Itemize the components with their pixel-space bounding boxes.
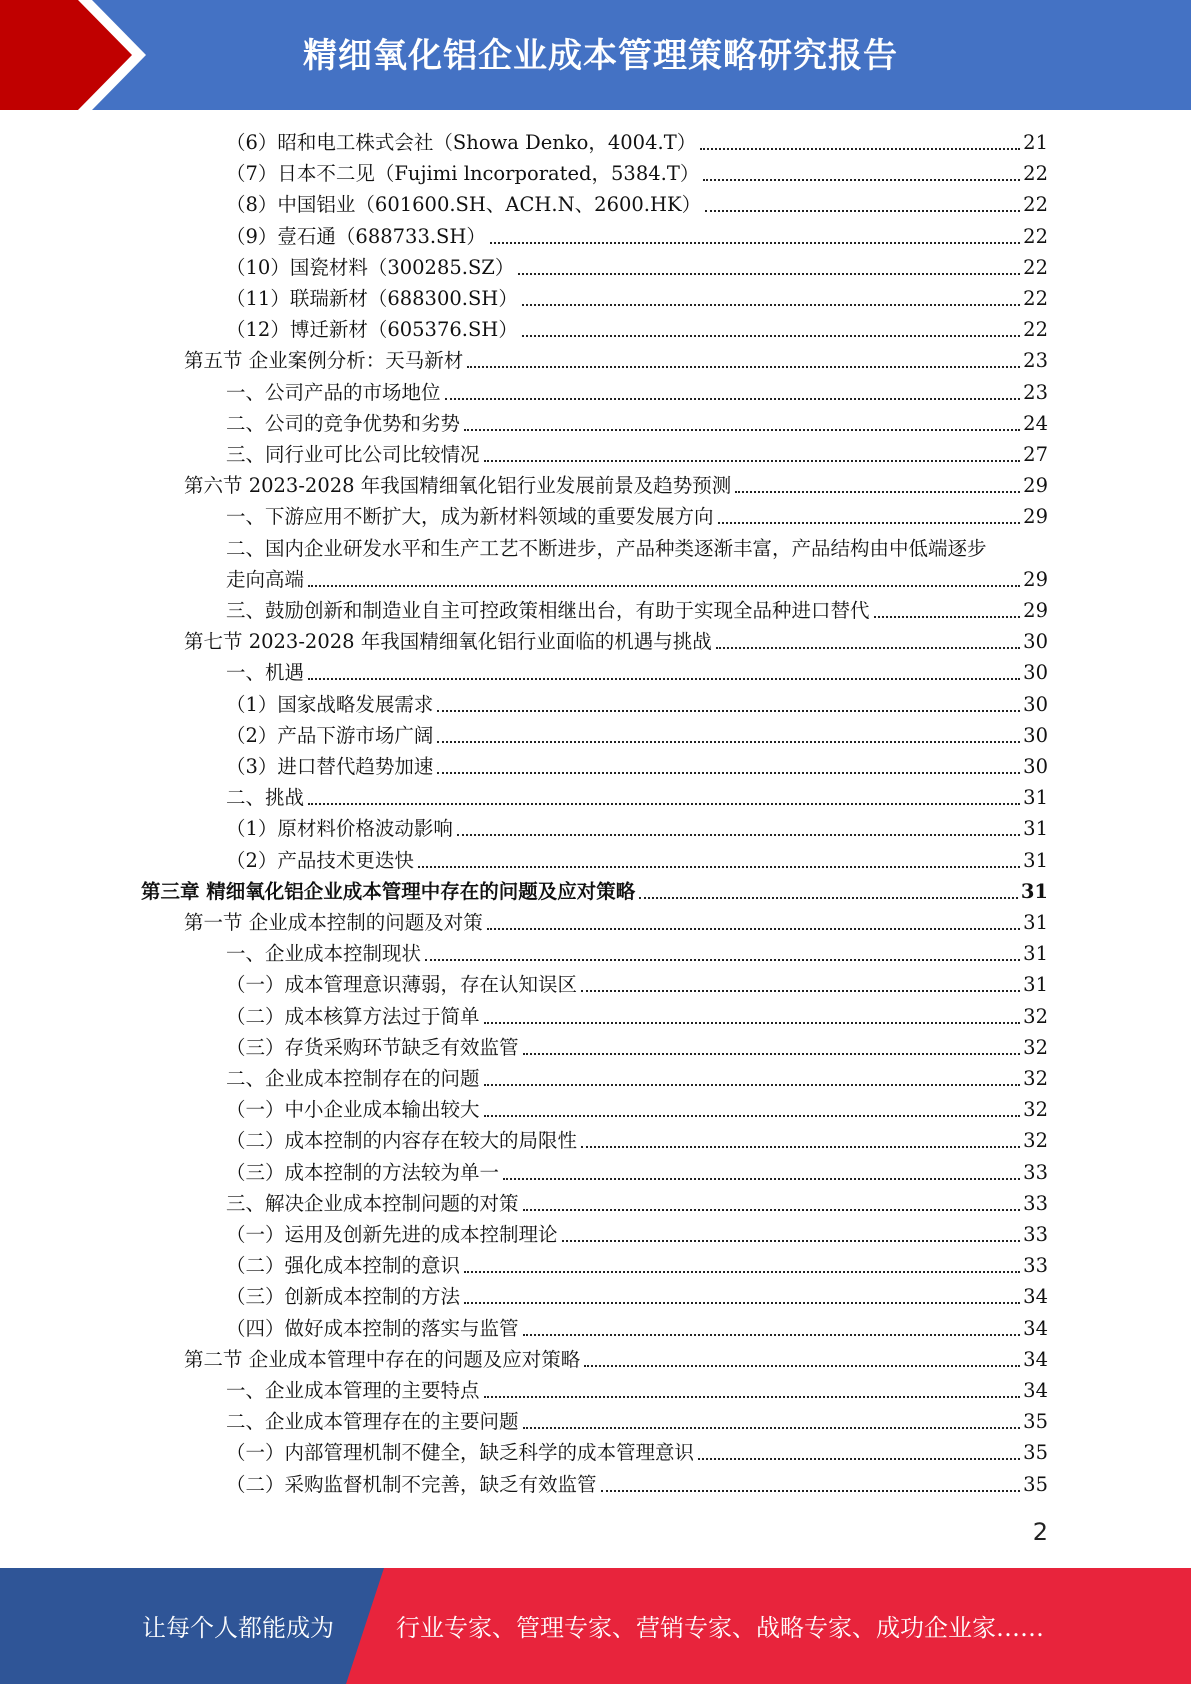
dot-leader bbox=[735, 491, 1020, 493]
dot-leader bbox=[518, 273, 1020, 275]
toc-page-number: 29 bbox=[1023, 505, 1048, 529]
toc-entry[interactable] bbox=[226, 1189, 1048, 1219]
dot-leader bbox=[308, 678, 1020, 680]
toc-entry[interactable] bbox=[226, 1126, 1048, 1156]
dot-leader bbox=[437, 710, 1020, 712]
dot-leader bbox=[425, 959, 1020, 961]
toc-page-number: 33 bbox=[1023, 1160, 1048, 1184]
dot-leader bbox=[437, 741, 1020, 743]
toc-entry[interactable] bbox=[141, 877, 1048, 907]
toc-page-number: 32 bbox=[1023, 1129, 1048, 1153]
toc-entry-label: 三、鼓励创新和制造业自主可控政策相继出台，有助于实现全品种进口替代 bbox=[226, 599, 870, 622]
toc-entry[interactable] bbox=[226, 596, 1048, 626]
toc-entry-label: （一）运用及创新先进的成本控制理论 bbox=[226, 1223, 558, 1246]
toc-entry-label: （3）进口替代趋势加速 bbox=[226, 755, 434, 778]
toc-entry-label: （11）联瑞新材（688300.SH） bbox=[226, 287, 518, 310]
toc-entry[interactable] bbox=[226, 783, 1048, 813]
toc-entry-label: 第六节 2023-2028 年我国精细氧化铝行业发展前景及趋势预测 bbox=[184, 474, 732, 498]
page-number: 2 bbox=[1032, 1518, 1048, 1546]
toc-entry[interactable] bbox=[226, 1438, 1048, 1468]
dot-leader bbox=[523, 1334, 1021, 1336]
toc-page-number: 30 bbox=[1023, 661, 1048, 685]
toc-page-number: 35 bbox=[1023, 1472, 1048, 1496]
dot-leader bbox=[581, 990, 1020, 992]
toc-page-number: 22 bbox=[1023, 224, 1048, 248]
dot-leader bbox=[467, 366, 1020, 368]
toc-page-number: 34 bbox=[1023, 1316, 1048, 1340]
dot-leader bbox=[700, 148, 1020, 150]
toc-entry-label[interactable]: 二、国内企业研发水平和生产工艺不断进步，产品种类逐渐丰富，产品结构由中低端逐步 bbox=[226, 536, 987, 560]
footer-slogan-right: 行业专家、管理专家、营销专家、战略专家、成功企业家…… bbox=[396, 1614, 1044, 1642]
toc-entry-label: （6）昭和电工株式会社（Showa Denko，4004.T） bbox=[226, 131, 697, 154]
toc-page-number: 31 bbox=[1023, 817, 1048, 841]
dot-leader bbox=[716, 647, 1020, 649]
toc-entry[interactable] bbox=[226, 1407, 1048, 1437]
toc-entry-label: 一、企业成本控制现状 bbox=[226, 942, 422, 966]
toc-entry[interactable] bbox=[226, 1158, 1048, 1188]
toc-page-number: 30 bbox=[1023, 723, 1048, 747]
toc-page-number: 30 bbox=[1023, 630, 1048, 654]
dot-leader bbox=[562, 1240, 1021, 1242]
toc-entry[interactable] bbox=[226, 284, 1048, 314]
toc-entry-label: 二、挑战 bbox=[226, 786, 305, 810]
toc-entry-label: 第五节 企业案例分析：天马新材 bbox=[184, 349, 464, 373]
toc-entry-label: （1）原材料价格波动影响 bbox=[226, 817, 453, 841]
toc-page-number: 22 bbox=[1023, 287, 1048, 310]
toc-page-number: 29 bbox=[1023, 567, 1048, 591]
dot-leader bbox=[523, 1427, 1021, 1429]
dot-leader bbox=[484, 1084, 1021, 1086]
toc-entry[interactable] bbox=[226, 1220, 1048, 1250]
toc-page-number: 29 bbox=[1023, 474, 1048, 498]
toc-entry-label: （7）日本不二见（Fujimi lncorporated，5384.T） bbox=[226, 162, 700, 186]
toc-entry[interactable] bbox=[226, 409, 1048, 439]
dot-leader bbox=[464, 429, 1020, 431]
toc-page-number: 32 bbox=[1023, 1098, 1048, 1122]
toc-entry-label: 一、公司产品的市场地位 bbox=[226, 380, 441, 404]
toc-entry[interactable] bbox=[226, 1314, 1048, 1344]
toc-entry[interactable] bbox=[226, 690, 1048, 720]
toc-entry[interactable] bbox=[184, 471, 1048, 501]
toc-entry-label: （10）国瓷材料（300285.SZ） bbox=[226, 255, 515, 279]
toc-entry[interactable] bbox=[226, 128, 1048, 158]
dot-leader bbox=[437, 772, 1020, 774]
toc-page-number: 33 bbox=[1023, 1254, 1048, 1278]
toc-page-number: 31 bbox=[1023, 786, 1048, 810]
toc-page-number: 34 bbox=[1023, 1347, 1048, 1371]
toc-page-number: 32 bbox=[1023, 1004, 1048, 1028]
toc-page-number: 33 bbox=[1023, 1191, 1048, 1215]
toc-entry[interactable] bbox=[226, 1095, 1048, 1125]
dot-leader bbox=[601, 1490, 1021, 1492]
dot-leader bbox=[718, 522, 1021, 524]
dot-leader bbox=[464, 1271, 1020, 1273]
toc-page-number: 31 bbox=[1023, 942, 1048, 966]
toc-page-number: 32 bbox=[1023, 1035, 1048, 1059]
toc-entry[interactable] bbox=[226, 378, 1048, 408]
toc-entry-label: （12）博迁新材（605376.SH） bbox=[226, 318, 518, 342]
toc-entry[interactable] bbox=[184, 346, 1048, 376]
page-footer bbox=[0, 1568, 1191, 1684]
toc-entry-label: 二、公司的竞争优势和劣势 bbox=[226, 411, 461, 435]
toc-page-number: 35 bbox=[1023, 1410, 1048, 1434]
toc-entry[interactable] bbox=[226, 846, 1048, 876]
toc-page-number: 21 bbox=[1023, 131, 1048, 154]
toc-entry[interactable] bbox=[226, 721, 1048, 751]
toc-entry-label: （9）壹石通（688733.SH） bbox=[226, 224, 486, 248]
toc-entry-label: （一）内部管理机制不健全，缺乏科学的成本管理意识 bbox=[226, 1441, 695, 1465]
toc-entry-label: 一、机遇 bbox=[226, 661, 305, 685]
toc-entry[interactable] bbox=[226, 814, 1048, 844]
toc-page-number: 30 bbox=[1023, 755, 1048, 778]
toc-entry-label: （8）中国铝业（601600.SH、ACH.N、2600.HK） bbox=[226, 193, 702, 217]
toc-entry-label: （一）成本管理意识薄弱，存在认知误区 bbox=[226, 973, 578, 997]
toc-page-number: 29 bbox=[1023, 599, 1048, 622]
dot-leader bbox=[581, 1146, 1020, 1148]
toc-entry-label: （一）中小企业成本输出较大 bbox=[226, 1098, 480, 1122]
toc-entry-label: 二、企业成本管理存在的主要问题 bbox=[226, 1410, 519, 1434]
toc-entry-label: （2）产品技术更迭快 bbox=[226, 848, 414, 872]
dot-leader bbox=[490, 242, 1020, 244]
toc-entry-label: （三）成本控制的方法较为单一 bbox=[226, 1160, 500, 1184]
toc-page-number: 22 bbox=[1023, 162, 1048, 186]
toc-entry-label: （二）成本控制的内容存在较大的局限性 bbox=[226, 1129, 578, 1153]
toc-entry-label: （四）做好成本控制的落实与监管 bbox=[226, 1316, 519, 1340]
toc-page-number: 23 bbox=[1023, 349, 1048, 373]
dot-leader bbox=[484, 1115, 1021, 1117]
dot-leader bbox=[523, 1053, 1021, 1055]
toc-entry[interactable] bbox=[226, 253, 1048, 283]
dot-leader bbox=[308, 803, 1020, 805]
toc-page-number: 31 bbox=[1023, 911, 1048, 934]
toc-entry[interactable] bbox=[226, 1002, 1048, 1032]
toc-page-number: 32 bbox=[1023, 1067, 1048, 1090]
dot-leader bbox=[874, 616, 1021, 618]
toc-entry[interactable] bbox=[226, 440, 1048, 470]
dot-leader bbox=[703, 179, 1020, 181]
dot-leader bbox=[522, 304, 1020, 306]
toc-entry-label: 二、企业成本控制存在的问题 bbox=[226, 1067, 480, 1090]
toc-entry[interactable] bbox=[226, 1033, 1048, 1063]
toc-page-number: 31 bbox=[1020, 879, 1048, 903]
toc-entry-label: 一、企业成本管理的主要特点 bbox=[226, 1379, 480, 1402]
toc-entry-label: （二）成本核算方法过于简单 bbox=[226, 1004, 480, 1028]
toc-page-number: 27 bbox=[1023, 443, 1048, 466]
toc-entry-label: （二）强化成本控制的意识 bbox=[226, 1254, 461, 1278]
page-header bbox=[0, 0, 1191, 110]
toc-entry[interactable] bbox=[226, 658, 1048, 688]
toc-entry-label: 第二节 企业成本管理中存在的问题及应对策略 bbox=[184, 1347, 581, 1371]
dot-leader bbox=[639, 897, 1018, 899]
dot-leader bbox=[523, 1209, 1021, 1211]
toc-page-number: 24 bbox=[1023, 411, 1048, 435]
dot-leader bbox=[522, 335, 1020, 337]
toc-entry[interactable] bbox=[226, 565, 1048, 595]
toc-page-number: 23 bbox=[1023, 380, 1048, 404]
toc-entry-label: 走向高端 bbox=[226, 567, 305, 591]
toc-entry[interactable] bbox=[226, 1064, 1048, 1094]
toc-entry[interactable] bbox=[226, 1376, 1048, 1406]
toc-entry-label: 一、下游应用不断扩大，成为新材料领域的重要发展方向 bbox=[226, 505, 714, 529]
toc-entry[interactable] bbox=[226, 222, 1048, 252]
report-title: 精细氧化铝企业成本管理策略研究报告 bbox=[303, 36, 898, 76]
toc-page-number: 31 bbox=[1023, 973, 1048, 997]
toc-entry[interactable] bbox=[184, 627, 1048, 657]
toc-entry[interactable] bbox=[226, 752, 1048, 782]
toc-page-number: 34 bbox=[1023, 1379, 1048, 1402]
toc-entry-label: （1）国家战略发展需求 bbox=[226, 692, 434, 716]
toc-entry[interactable] bbox=[184, 908, 1048, 938]
toc-entry[interactable] bbox=[226, 159, 1048, 189]
toc-page-number: 31 bbox=[1023, 848, 1048, 872]
toc-entry-label: 第七节 2023-2028 年我国精细氧化铝行业面临的机遇与挑战 bbox=[184, 630, 712, 654]
toc-entry-label: 三、同行业可比公司比较情况 bbox=[226, 443, 480, 466]
toc-page-number: 22 bbox=[1023, 193, 1048, 217]
footer-slogan-left: 让每个人都能成为 bbox=[142, 1614, 334, 1642]
toc-entry-label: 第三章 精细氧化铝企业成本管理中存在的问题及应对策略 bbox=[141, 879, 636, 903]
toc-entry[interactable] bbox=[226, 970, 1048, 1000]
toc-entry[interactable] bbox=[226, 1470, 1048, 1500]
toc-entry-label: （三）存货采购环节缺乏有效监管 bbox=[226, 1035, 519, 1059]
toc-entry-label: （二）采购监督机制不完善，缺乏有效监管 bbox=[226, 1472, 597, 1496]
dot-leader bbox=[464, 1302, 1020, 1304]
toc-entry[interactable] bbox=[226, 315, 1048, 345]
dot-leader bbox=[503, 1178, 1020, 1180]
toc-entry[interactable] bbox=[184, 1345, 1048, 1375]
toc-page-number: 30 bbox=[1023, 692, 1048, 716]
toc-entry[interactable] bbox=[226, 1251, 1048, 1281]
toc-page-number: 22 bbox=[1023, 318, 1048, 342]
toc-page-number: 33 bbox=[1023, 1223, 1048, 1246]
toc-entry-label: 第一节 企业成本控制的问题及对策 bbox=[184, 911, 483, 934]
dot-leader bbox=[705, 210, 1020, 212]
toc-entry[interactable] bbox=[226, 502, 1048, 532]
dot-leader bbox=[484, 1396, 1021, 1398]
dot-leader bbox=[698, 1458, 1020, 1460]
dot-leader bbox=[457, 834, 1020, 836]
toc-page-number: 22 bbox=[1023, 255, 1048, 279]
dot-leader bbox=[484, 1022, 1021, 1024]
dot-leader bbox=[445, 398, 1021, 400]
toc-entry-label: （2）产品下游市场广阔 bbox=[226, 723, 434, 747]
toc-entry[interactable] bbox=[226, 1282, 1048, 1312]
dot-leader bbox=[584, 1365, 1020, 1367]
dot-leader bbox=[484, 460, 1021, 462]
dot-leader bbox=[487, 928, 1020, 930]
dot-leader bbox=[308, 585, 1020, 587]
toc-entry-label: （三）创新成本控制的方法 bbox=[226, 1285, 461, 1309]
toc-entry[interactable] bbox=[226, 939, 1048, 969]
dot-leader bbox=[418, 866, 1020, 868]
toc-page-number: 35 bbox=[1023, 1441, 1048, 1465]
toc-entry-label: 三、解决企业成本控制问题的对策 bbox=[226, 1191, 519, 1215]
toc-entry[interactable] bbox=[226, 190, 1048, 220]
toc-page-number: 34 bbox=[1023, 1285, 1048, 1309]
